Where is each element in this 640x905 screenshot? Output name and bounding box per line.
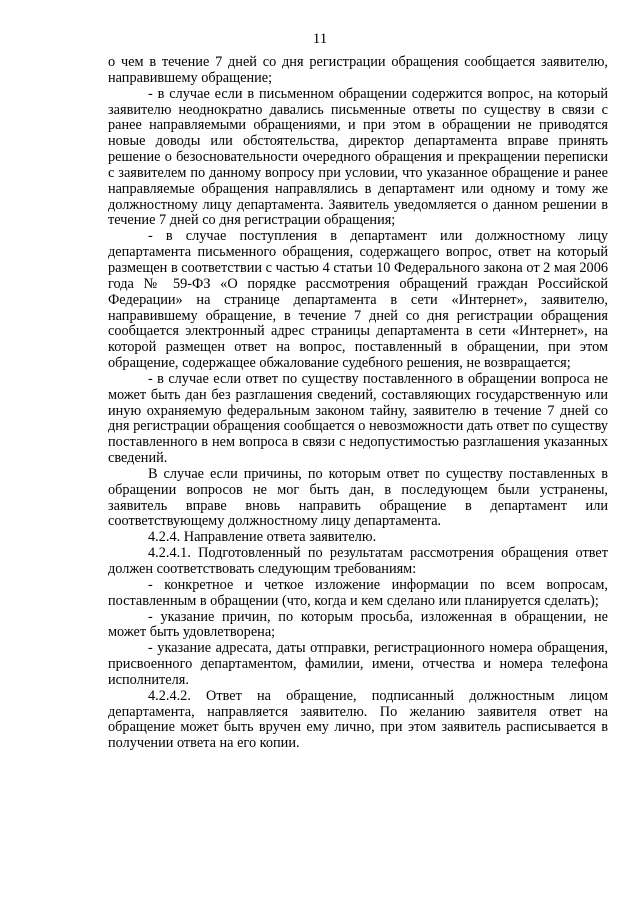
paragraph: - конкретное и четкое изложение информации по всем вопросам, поставленным в обращении (что, когда и кем сделано или планируется сделать); bbox=[108, 576, 608, 609]
paragraph: - в случае если в письменном обращении содержится вопрос, на который заявителю неоднократно давались письменные ответы по существу в связи с ранее направляемыми обращениями, и при этом в обращении не приводятся новые доводы или обстоятельства, директор департамента вправе принять решение о безосновательности очередного обращения и прекращении переписки с заявителем по данному вопросу при условии, что указанное обращение и ранее направляемые обращения направлялись в департамент или одному и тому же должностному лицу департамента. Заявитель уведомляется о данном решении в течение 7 дней со дня регистрации обращения; bbox=[108, 85, 608, 229]
paragraph: - указание адресата, даты отправки, регистрационного номера обращения, присвоенного департаментом, фамилии, имени, отчества и номера телефона исполнителя. bbox=[108, 640, 608, 688]
paragraph: - в случае если ответ по существу поставленного в обращении вопроса не может быть дан без разглашения сведений, составляющих государственную или иную охраняемую федеральным законом тайну, заявителю в течение 7 дней со дня регистрации обращения сообщается о невозможности дать ответ по существу поставленного в нем вопроса в связи с недопустимостью разглашения указанных сведений. bbox=[108, 370, 608, 467]
paragraph: - указание причин, по которым просьба, изложенная в обращении, не может быть удовлетворена; bbox=[108, 608, 608, 641]
paragraph: о чем в течение 7 дней со дня регистрации обращения сообщается заявителю, направившему обращение; bbox=[108, 54, 608, 86]
paragraph: 4.2.4. Направление ответа заявителю. bbox=[148, 529, 377, 546]
paragraph: 4.2.4.1. Подготовленный по результатам рассмотрения обращения ответ должен соответствовать следующим требованиям: bbox=[108, 545, 608, 577]
paragraph: 4.2.4.2. Ответ на обращение, подписанный должностным лицом департамента, направляется заявителю. По желанию заявителя ответ на обращение может быть вручен ему лично, при этом заявитель расписывается в получении ответа на его копии. bbox=[108, 687, 608, 752]
paragraph: В случае если причины, по которым ответ по существу поставленных в обращении вопросов не мог быть дан, в последующем были устранены, заявитель вправе вновь направить обращение в департамент или соответствующему должностному лицу департамента. bbox=[108, 465, 608, 530]
document-body bbox=[108, 55, 608, 752]
paragraph: - в случае поступления в департамент или должностному лицу департамента письменного обращения, содержащего вопрос, ответ на который размещен в соответствии с частью 4 статьи 10 Федерального закона от 2 мая 2006 года № 59-ФЗ «О порядке рассмотрения обращений граждан Российской Федерации» на странице департамента в сети «Интернет», заявителю, направившему обращение, в течение 7 дней со дня регистрации обращения сообщается электронный адрес страницы департамента в сети «Интернет», на которой размещен ответ на вопрос, поставленный в обращении, при этом обращение, содержащее обжалование судебного решения, не возвращается; bbox=[108, 228, 608, 372]
page-number: 11 bbox=[312, 31, 328, 47]
